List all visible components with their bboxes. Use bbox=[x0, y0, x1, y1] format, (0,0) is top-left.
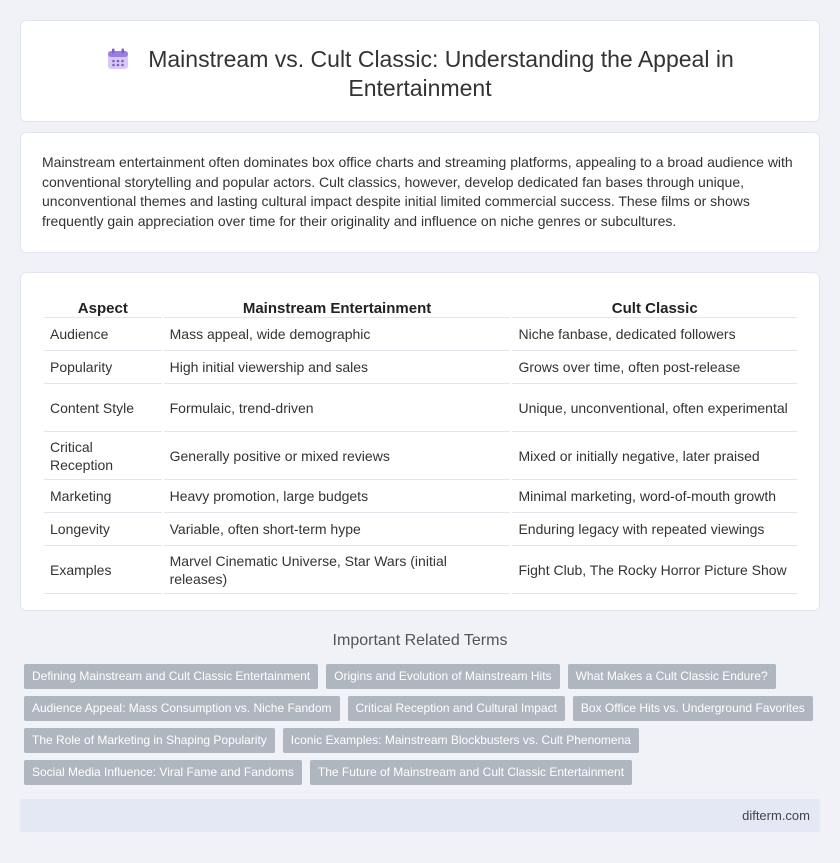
related-terms-row bbox=[20, 664, 820, 696]
table-header-row bbox=[44, 297, 797, 318]
related-term-link[interactable]: Audience Appeal: Mass Consumption vs. Niche Fandom bbox=[24, 696, 340, 721]
title-card bbox=[20, 20, 820, 122]
table-row bbox=[44, 482, 797, 513]
table-cell: Heavy promotion, large budgets bbox=[164, 482, 511, 513]
related-term-link[interactable]: Social Media Influence: Viral Fame and Fandoms bbox=[24, 760, 302, 785]
table-cell: Minimal marketing, word-of-mouth growth bbox=[512, 482, 797, 513]
intro-paragraph: Mainstream entertainment often dominates box office charts and streaming platforms, appealing to a broad audience with conventional storytelling and popular actors. Cult classics, however, develop dedicated fan bases through unique, unconventional themes and lasting cultural impact despite initial limited commercial success. These films or shows frequently gain appreciation over time for their originality and influence on niche genres or subcultures. bbox=[42, 154, 793, 229]
table-cell: Generally positive or mixed reviews bbox=[164, 434, 511, 480]
calendar-icon bbox=[106, 47, 130, 71]
table-cell: Popularity bbox=[44, 353, 162, 384]
table-cell: Fight Club, The Rocky Horror Picture Show bbox=[512, 548, 797, 594]
column-header: Aspect bbox=[44, 297, 162, 318]
table-cell: Formulaic, trend-driven bbox=[164, 386, 511, 432]
page-title bbox=[21, 45, 819, 103]
related-term-link[interactable]: Defining Mainstream and Cult Classic Entertainment bbox=[24, 664, 318, 689]
related-terms-title: Important Related Terms bbox=[332, 632, 508, 649]
title-text: Mainstream vs. Cult Classic: Understanding the Appeal in Entertainment bbox=[148, 46, 734, 101]
table-row bbox=[44, 434, 797, 480]
table-row bbox=[44, 515, 797, 546]
table-cell: Examples bbox=[44, 548, 162, 594]
related-terms-row bbox=[20, 696, 820, 728]
comparison-table bbox=[42, 295, 799, 596]
table-cell: Critical Reception bbox=[44, 434, 162, 480]
intro-card bbox=[20, 132, 820, 253]
related-term-link[interactable]: Box Office Hits vs. Underground Favorites bbox=[573, 696, 813, 721]
table-cell: Mixed or initially negative, later praised bbox=[512, 434, 797, 480]
table-cell: Enduring legacy with repeated viewings bbox=[512, 515, 797, 546]
related-term-link[interactable]: Origins and Evolution of Mainstream Hits bbox=[326, 664, 559, 689]
related-term-link[interactable]: The Role of Marketing in Shaping Popularity bbox=[24, 728, 275, 753]
table-cell: Marketing bbox=[44, 482, 162, 513]
related-term-link[interactable]: What Makes a Cult Classic Endure? bbox=[568, 664, 776, 689]
related-term-link[interactable]: Critical Reception and Cultural Impact bbox=[348, 696, 565, 721]
table-cell: Niche fanbase, dedicated followers bbox=[512, 320, 797, 351]
table-cell: Audience bbox=[44, 320, 162, 351]
table-cell: Content Style bbox=[44, 386, 162, 432]
column-header: Mainstream Entertainment bbox=[164, 297, 511, 318]
related-terms-row bbox=[20, 728, 820, 760]
column-header: Cult Classic bbox=[512, 297, 797, 318]
comparison-card bbox=[20, 272, 820, 611]
table-row bbox=[44, 320, 797, 351]
table-row bbox=[44, 548, 797, 594]
related-term-link[interactable]: Iconic Examples: Mainstream Blockbusters vs. Cult Phenomena bbox=[283, 728, 639, 753]
footer bbox=[20, 799, 820, 832]
related-terms bbox=[20, 664, 820, 792]
table-row bbox=[44, 353, 797, 384]
related-terms-row bbox=[20, 760, 820, 792]
table-cell: Marvel Cinematic Universe, Star Wars (initial releases) bbox=[164, 548, 511, 594]
table-cell: Unique, unconventional, often experimental bbox=[512, 386, 797, 432]
table-cell: Variable, often short-term hype bbox=[164, 515, 511, 546]
table-cell: Mass appeal, wide demographic bbox=[164, 320, 511, 351]
table-row bbox=[44, 386, 797, 432]
table-cell: Grows over time, often post-release bbox=[512, 353, 797, 384]
table-cell: High initial viewership and sales bbox=[164, 353, 511, 384]
table-cell: Longevity bbox=[44, 515, 162, 546]
related-term-link[interactable]: The Future of Mainstream and Cult Classic Entertainment bbox=[310, 760, 632, 785]
footer-site-link[interactable]: difterm.com bbox=[742, 808, 810, 823]
